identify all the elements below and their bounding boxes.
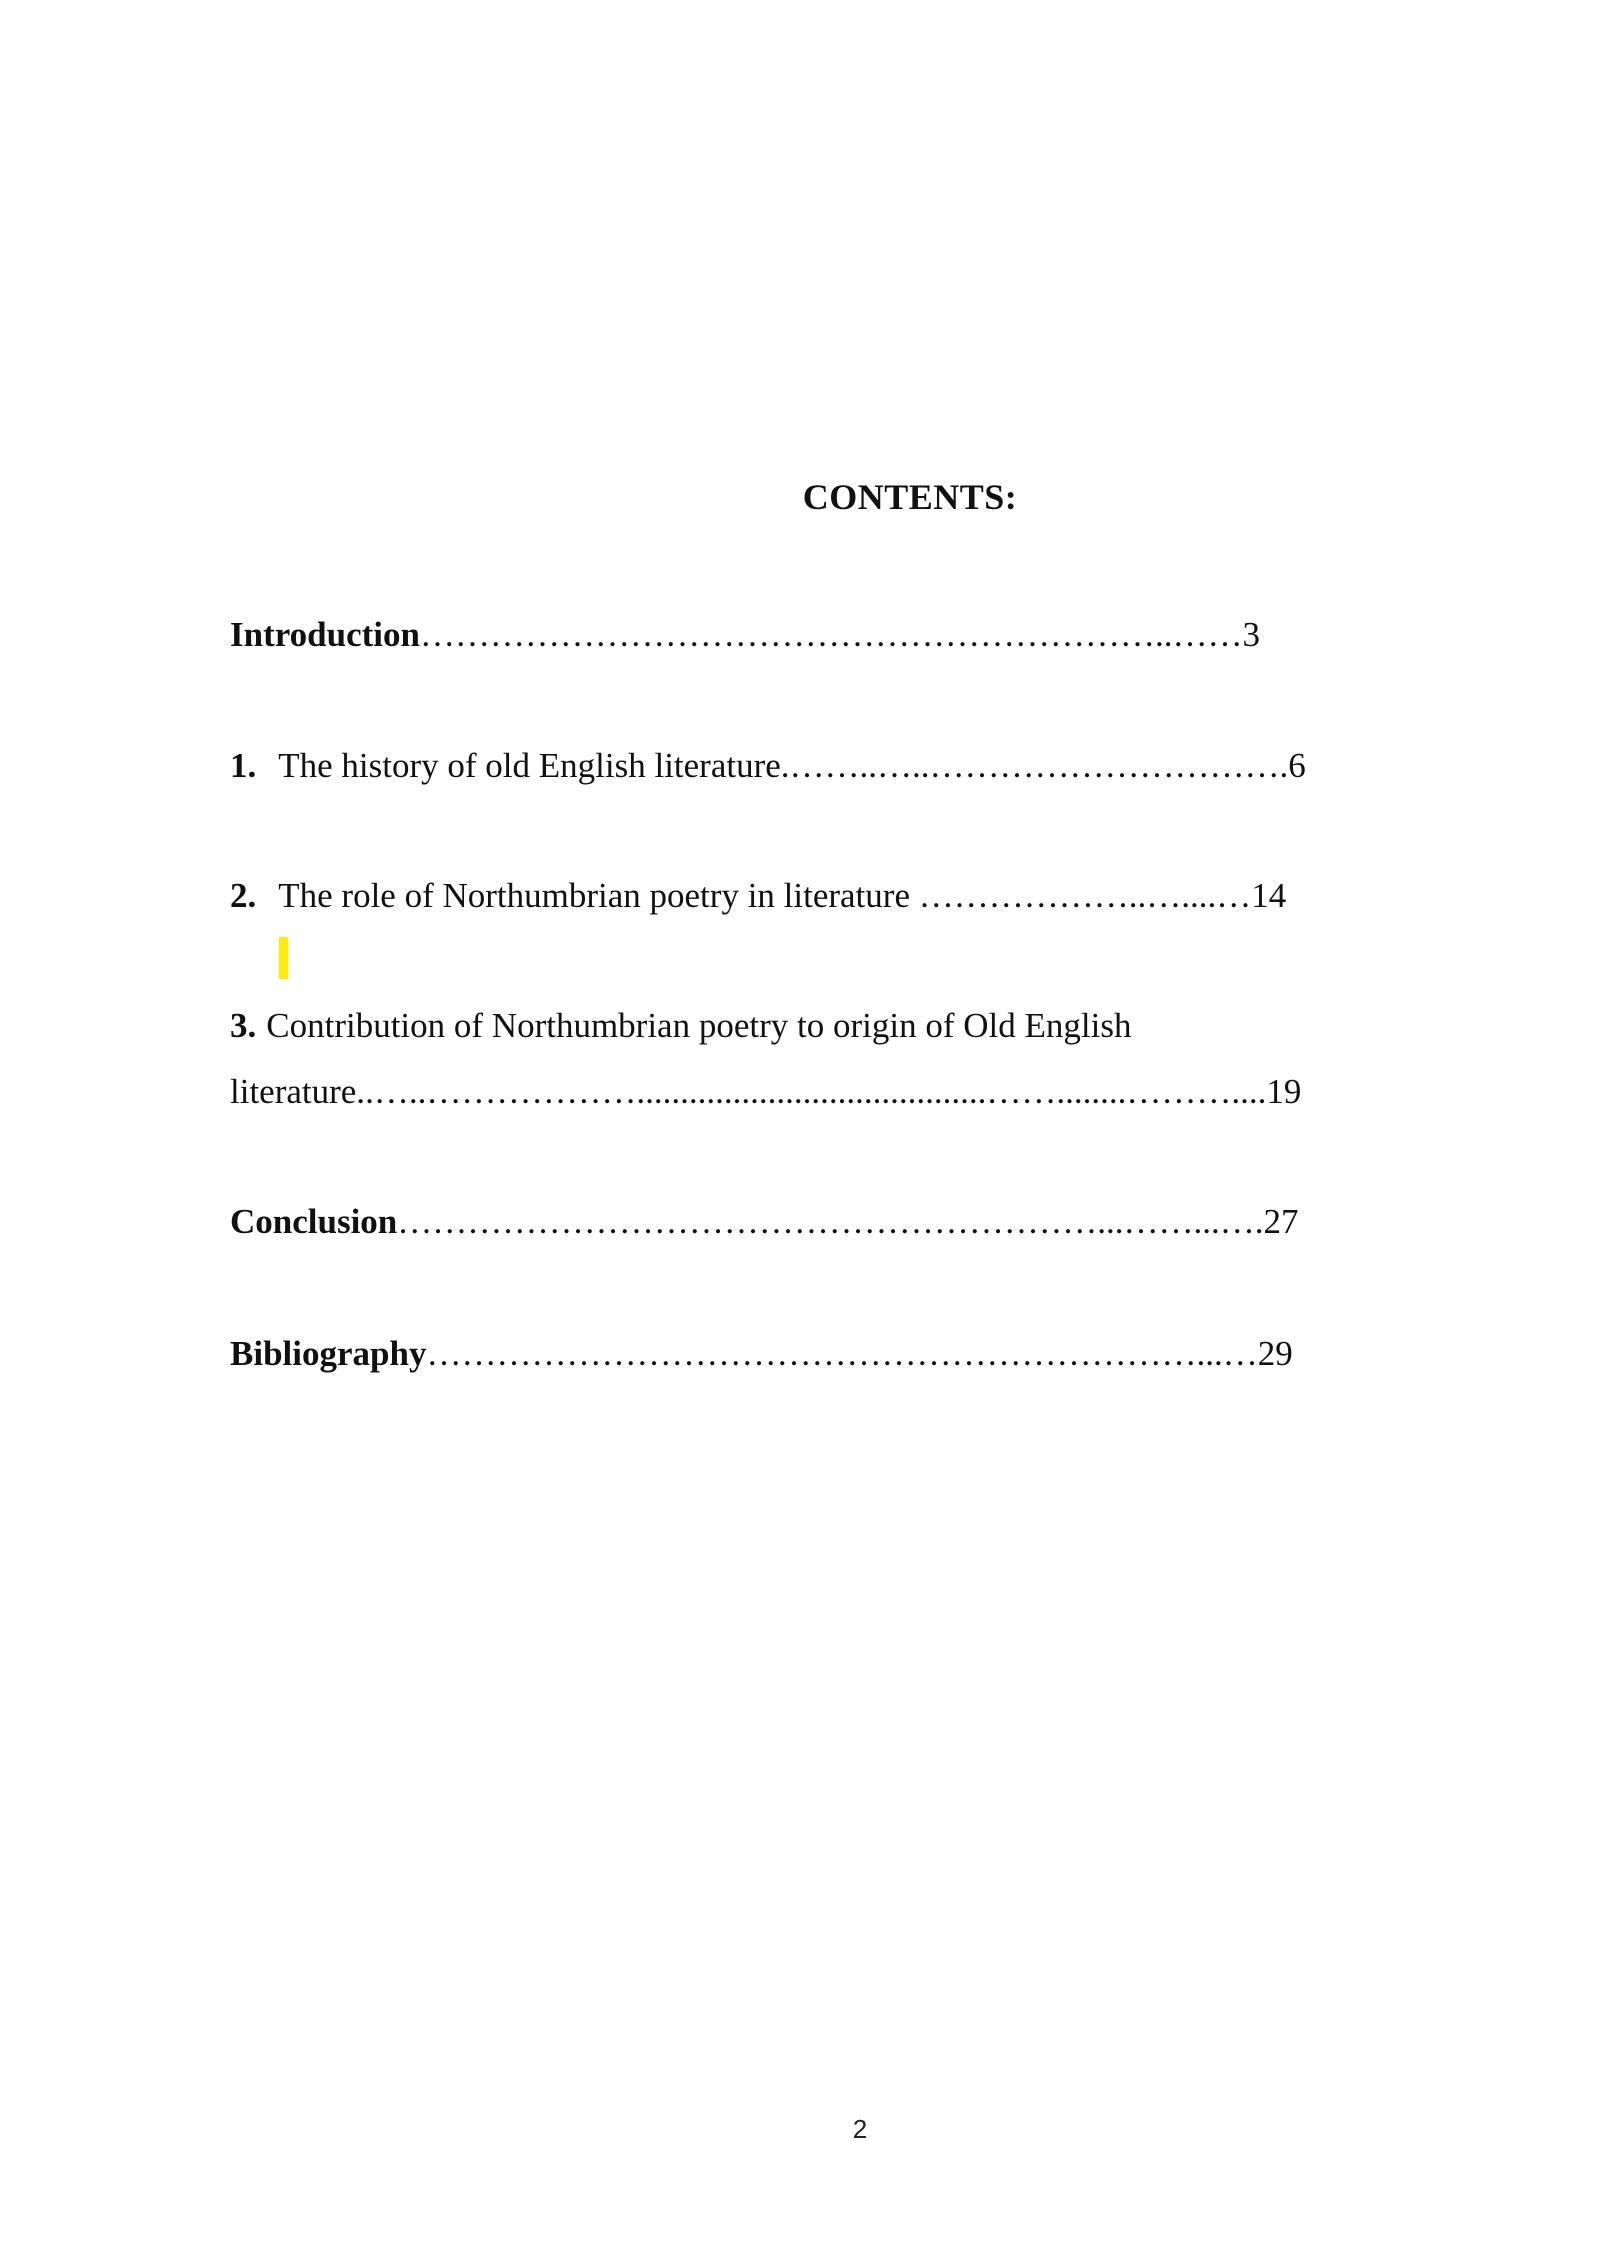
page-title: CONTENTS: xyxy=(802,477,1018,517)
toc-leader-dots: ………………………………………………………..…… xyxy=(419,615,1243,654)
toc-entry-number: 1. xyxy=(230,746,257,785)
toc-page-number: 3 xyxy=(1242,615,1260,654)
toc-leader-dots: …………………………………………………………...… xyxy=(426,1334,1258,1373)
toc-entry-label: literature. xyxy=(230,1072,366,1111)
toc-leader-dots: ……………………………………………………...……...…. xyxy=(397,1202,1264,1241)
toc-page-number: 14 xyxy=(1251,876,1287,915)
toc-entry-label: Conclusion xyxy=(230,1202,398,1241)
toc-entry-number: 2. xyxy=(230,876,257,915)
toc-entry-label: Bibliography xyxy=(230,1334,427,1373)
toc-leader-dots: .…..………………........................................……........……….... xyxy=(365,1072,1267,1111)
toc-entry-conclusion xyxy=(230,1204,1299,1239)
toc-entry-contribution xyxy=(230,1008,1131,1043)
toc-entry-label: Introduction xyxy=(230,615,420,654)
toc-leader-dots: ……..…..…………………………. xyxy=(789,746,1289,785)
text-highlight-mark xyxy=(279,937,288,979)
toc-entry-label: Contribution of Northumbrian poetry to origin of Old English xyxy=(266,1006,1132,1045)
toc-entry-number: 3. xyxy=(230,1006,257,1045)
toc-entry-northumbrian-role xyxy=(230,878,1286,913)
toc-leader-dots: ………………..…....… xyxy=(918,876,1252,915)
page-number: 2 xyxy=(852,2114,868,2144)
toc-page-number: 6 xyxy=(1288,746,1306,785)
toc-entry-history xyxy=(230,748,1306,783)
toc-entry-label: The role of Northumbrian poetry in literature xyxy=(278,876,919,915)
toc-page-number: 27 xyxy=(1263,1202,1299,1241)
toc-entry-label: The history of old English literature. xyxy=(278,746,790,785)
toc-entry-introduction xyxy=(230,617,1260,652)
toc-entry-bibliography xyxy=(230,1336,1293,1371)
toc-entry-contribution-continued xyxy=(230,1074,1301,1109)
toc-page-number: 29 xyxy=(1257,1334,1293,1373)
toc-page-number: 19 xyxy=(1266,1072,1302,1111)
